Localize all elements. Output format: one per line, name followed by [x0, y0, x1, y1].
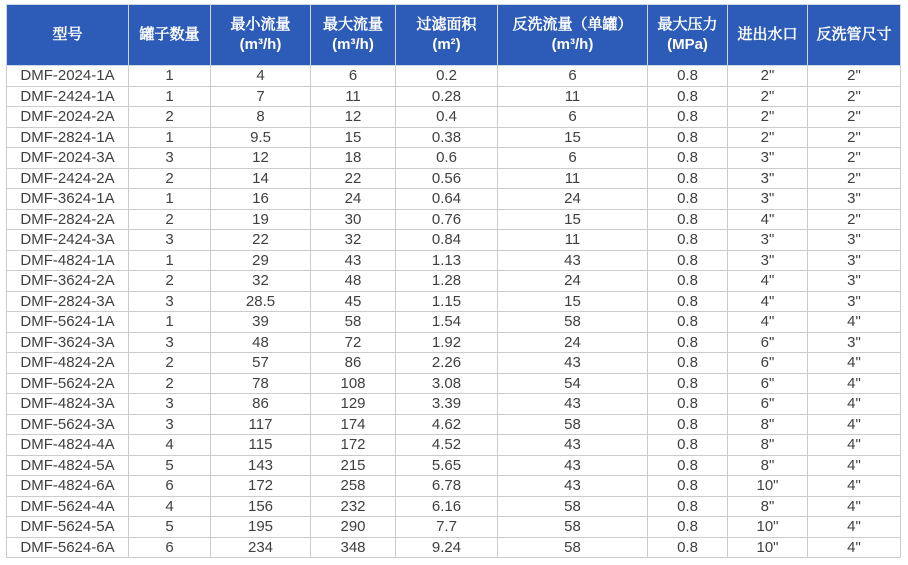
cell-tank-count: 3: [129, 148, 211, 169]
cell-backwash-pipe-size: 4": [808, 435, 901, 456]
cell-min-flow: 195: [211, 517, 311, 538]
cell-max-flow: 6: [311, 66, 396, 87]
cell-backwash-pipe-size: 4": [808, 353, 901, 374]
cell-filter-area: 1.15: [396, 291, 498, 312]
cell-filter-area: 3.08: [396, 373, 498, 394]
cell-filter-area: 6.16: [396, 496, 498, 517]
cell-filter-area: 1.13: [396, 250, 498, 271]
table-row: [7, 66, 901, 87]
cell-backwash-pipe-size: 4": [808, 373, 901, 394]
col-header-max-pressure: [648, 5, 728, 66]
cell-backwash-pipe-size: 2": [808, 148, 901, 169]
cell-backwash-flow: 58: [498, 496, 648, 517]
cell-model: DMF-5624-3A: [7, 414, 129, 435]
cell-backwash-pipe-size: 3": [808, 291, 901, 312]
cell-max-flow: 48: [311, 271, 396, 292]
cell-tank-count: 2: [129, 373, 211, 394]
cell-filter-area: 4.52: [396, 435, 498, 456]
table-row: [7, 148, 901, 169]
cell-tank-count: 5: [129, 455, 211, 476]
cell-max-flow: 24: [311, 189, 396, 210]
table-row: [7, 107, 901, 128]
cell-min-flow: 156: [211, 496, 311, 517]
table-row: [7, 209, 901, 230]
cell-backwash-flow: 24: [498, 332, 648, 353]
cell-backwash-pipe-size: 3": [808, 332, 901, 353]
cell-tank-count: 3: [129, 414, 211, 435]
cell-inlet-outlet: 4": [728, 291, 808, 312]
cell-max-pressure: 0.8: [648, 496, 728, 517]
cell-max-flow: 18: [311, 148, 396, 169]
filter-spec-table: [6, 4, 901, 558]
cell-max-pressure: 0.8: [648, 455, 728, 476]
cell-filter-area: 0.28: [396, 86, 498, 107]
table-row: [7, 189, 901, 210]
col-title: 进出水口: [737, 26, 798, 43]
cell-filter-area: 6.78: [396, 476, 498, 497]
cell-max-flow: 15: [311, 127, 396, 148]
cell-model: DMF-2024-1A: [7, 66, 129, 87]
table-header: [7, 5, 901, 66]
cell-inlet-outlet: 2": [728, 127, 808, 148]
col-header-min-flow: [211, 5, 311, 66]
cell-inlet-outlet: 6": [728, 332, 808, 353]
cell-tank-count: 1: [129, 86, 211, 107]
cell-min-flow: 28.5: [211, 291, 311, 312]
cell-min-flow: 14: [211, 168, 311, 189]
cell-filter-area: 0.4: [396, 107, 498, 128]
cell-inlet-outlet: 10": [728, 537, 808, 558]
cell-inlet-outlet: 8": [728, 496, 808, 517]
cell-backwash-pipe-size: 4": [808, 517, 901, 538]
cell-min-flow: 16: [211, 189, 311, 210]
cell-filter-area: 0.64: [396, 189, 498, 210]
col-header-filter-area: [396, 5, 498, 66]
cell-backwash-flow: 11: [498, 168, 648, 189]
table-row: [7, 230, 901, 251]
cell-filter-area: 0.76: [396, 209, 498, 230]
cell-model: DMF-5624-4A: [7, 496, 129, 517]
col-header-model: [7, 5, 129, 66]
cell-inlet-outlet: 8": [728, 455, 808, 476]
cell-backwash-pipe-size: 3": [808, 250, 901, 271]
cell-max-pressure: 0.8: [648, 127, 728, 148]
cell-min-flow: 234: [211, 537, 311, 558]
cell-tank-count: 3: [129, 394, 211, 415]
cell-filter-area: 5.65: [396, 455, 498, 476]
table-row: [7, 476, 901, 497]
table-row: [7, 373, 901, 394]
cell-max-flow: 32: [311, 230, 396, 251]
cell-model: DMF-2424-2A: [7, 168, 129, 189]
cell-max-flow: 58: [311, 312, 396, 333]
cell-tank-count: 5: [129, 517, 211, 538]
cell-max-pressure: 0.8: [648, 373, 728, 394]
cell-max-pressure: 0.8: [648, 476, 728, 497]
cell-backwash-pipe-size: 2": [808, 168, 901, 189]
cell-inlet-outlet: 2": [728, 86, 808, 107]
cell-tank-count: 1: [129, 250, 211, 271]
table-row: [7, 250, 901, 271]
cell-max-pressure: 0.8: [648, 209, 728, 230]
cell-inlet-outlet: 8": [728, 414, 808, 435]
cell-inlet-outlet: 3": [728, 250, 808, 271]
cell-inlet-outlet: 4": [728, 312, 808, 333]
cell-backwash-flow: 43: [498, 250, 648, 271]
cell-model: DMF-2024-3A: [7, 148, 129, 169]
table-row: [7, 168, 901, 189]
cell-model: DMF-2424-3A: [7, 230, 129, 251]
cell-min-flow: 39: [211, 312, 311, 333]
cell-inlet-outlet: 6": [728, 394, 808, 415]
cell-max-flow: 290: [311, 517, 396, 538]
cell-tank-count: 4: [129, 435, 211, 456]
cell-tank-count: 1: [129, 127, 211, 148]
table-row: [7, 127, 901, 148]
cell-max-pressure: 0.8: [648, 517, 728, 538]
cell-model: DMF-4824-2A: [7, 353, 129, 374]
cell-backwash-pipe-size: 3": [808, 189, 901, 210]
cell-max-pressure: 0.8: [648, 250, 728, 271]
cell-max-flow: 174: [311, 414, 396, 435]
table-row: [7, 312, 901, 333]
cell-min-flow: 57: [211, 353, 311, 374]
cell-min-flow: 115: [211, 435, 311, 456]
cell-min-flow: 117: [211, 414, 311, 435]
cell-max-pressure: 0.8: [648, 291, 728, 312]
cell-filter-area: 1.92: [396, 332, 498, 353]
cell-inlet-outlet: 4": [728, 271, 808, 292]
cell-model: DMF-5624-6A: [7, 537, 129, 558]
cell-min-flow: 7: [211, 86, 311, 107]
cell-model: DMF-2824-1A: [7, 127, 129, 148]
cell-model: DMF-3624-3A: [7, 332, 129, 353]
cell-backwash-pipe-size: 2": [808, 107, 901, 128]
cell-max-flow: 348: [311, 537, 396, 558]
cell-backwash-flow: 24: [498, 189, 648, 210]
table-row: [7, 332, 901, 353]
cell-min-flow: 86: [211, 394, 311, 415]
cell-backwash-pipe-size: 4": [808, 394, 901, 415]
cell-backwash-flow: 15: [498, 209, 648, 230]
col-title: 最小流量: [230, 16, 291, 33]
cell-backwash-pipe-size: 2": [808, 66, 901, 87]
col-unit: (MPa): [667, 36, 708, 53]
cell-backwash-flow: 43: [498, 455, 648, 476]
cell-inlet-outlet: 2": [728, 107, 808, 128]
cell-min-flow: 8: [211, 107, 311, 128]
cell-backwash-flow: 58: [498, 517, 648, 538]
cell-max-pressure: 0.8: [648, 230, 728, 251]
cell-model: DMF-2424-1A: [7, 86, 129, 107]
cell-inlet-outlet: 6": [728, 353, 808, 374]
table-row: [7, 291, 901, 312]
table-row: [7, 414, 901, 435]
cell-min-flow: 9.5: [211, 127, 311, 148]
cell-backwash-pipe-size: 3": [808, 230, 901, 251]
cell-backwash-flow: 6: [498, 107, 648, 128]
cell-backwash-flow: 58: [498, 312, 648, 333]
col-title: 过滤面积: [416, 16, 477, 33]
cell-backwash-pipe-size: 4": [808, 496, 901, 517]
cell-backwash-pipe-size: 4": [808, 455, 901, 476]
cell-tank-count: 6: [129, 476, 211, 497]
cell-tank-count: 4: [129, 496, 211, 517]
cell-tank-count: 2: [129, 209, 211, 230]
cell-model: DMF-4824-4A: [7, 435, 129, 456]
cell-max-flow: 86: [311, 353, 396, 374]
cell-backwash-pipe-size: 4": [808, 414, 901, 435]
cell-backwash-flow: 24: [498, 271, 648, 292]
cell-max-pressure: 0.8: [648, 189, 728, 210]
cell-backwash-pipe-size: 4": [808, 537, 901, 558]
cell-max-pressure: 0.8: [648, 312, 728, 333]
cell-filter-area: 2.26: [396, 353, 498, 374]
cell-min-flow: 172: [211, 476, 311, 497]
table-row: [7, 353, 901, 374]
cell-tank-count: 2: [129, 353, 211, 374]
cell-max-flow: 215: [311, 455, 396, 476]
cell-max-flow: 30: [311, 209, 396, 230]
cell-max-flow: 43: [311, 250, 396, 271]
col-header-backwash-flow: [498, 5, 648, 66]
cell-min-flow: 12: [211, 148, 311, 169]
cell-backwash-flow: 43: [498, 394, 648, 415]
cell-backwash-flow: 11: [498, 230, 648, 251]
cell-max-pressure: 0.8: [648, 353, 728, 374]
cell-backwash-flow: 15: [498, 291, 648, 312]
table-row: [7, 496, 901, 517]
cell-max-flow: 108: [311, 373, 396, 394]
col-title: 最大流量: [322, 16, 383, 33]
cell-backwash-pipe-size: 2": [808, 209, 901, 230]
cell-filter-area: 0.2: [396, 66, 498, 87]
cell-model: DMF-2024-2A: [7, 107, 129, 128]
cell-tank-count: 6: [129, 537, 211, 558]
cell-inlet-outlet: 3": [728, 230, 808, 251]
cell-backwash-flow: 6: [498, 148, 648, 169]
cell-max-flow: 172: [311, 435, 396, 456]
cell-max-flow: 72: [311, 332, 396, 353]
cell-model: DMF-2824-2A: [7, 209, 129, 230]
col-title: 反洗流量（单罐）: [512, 16, 633, 33]
table-row: [7, 517, 901, 538]
cell-max-pressure: 0.8: [648, 86, 728, 107]
cell-min-flow: 32: [211, 271, 311, 292]
col-header-max-flow: [311, 5, 396, 66]
cell-max-flow: 45: [311, 291, 396, 312]
col-unit: (m³/h): [551, 36, 594, 53]
cell-min-flow: 143: [211, 455, 311, 476]
col-unit: (m³/h): [239, 36, 282, 53]
cell-max-pressure: 0.8: [648, 435, 728, 456]
cell-min-flow: 78: [211, 373, 311, 394]
cell-tank-count: 3: [129, 332, 211, 353]
cell-min-flow: 29: [211, 250, 311, 271]
cell-max-pressure: 0.8: [648, 537, 728, 558]
cell-backwash-flow: 15: [498, 127, 648, 148]
cell-filter-area: 7.7: [396, 517, 498, 538]
col-title: 反洗管尺寸: [816, 26, 892, 43]
cell-filter-area: 4.62: [396, 414, 498, 435]
cell-model: DMF-5624-2A: [7, 373, 129, 394]
cell-model: DMF-5624-1A: [7, 312, 129, 333]
cell-inlet-outlet: 3": [728, 148, 808, 169]
cell-backwash-pipe-size: 4": [808, 312, 901, 333]
cell-filter-area: 1.54: [396, 312, 498, 333]
col-unit: (m³/h): [332, 36, 374, 53]
cell-max-flow: 129: [311, 394, 396, 415]
cell-min-flow: 4: [211, 66, 311, 87]
cell-max-flow: 12: [311, 107, 396, 128]
cell-max-flow: 258: [311, 476, 396, 497]
cell-max-pressure: 0.8: [648, 107, 728, 128]
col-title: 罐子数量: [139, 26, 200, 43]
cell-max-pressure: 0.8: [648, 414, 728, 435]
cell-tank-count: 3: [129, 230, 211, 251]
table-row: [7, 271, 901, 292]
cell-filter-area: 0.6: [396, 148, 498, 169]
cell-backwash-flow: 58: [498, 537, 648, 558]
cell-inlet-outlet: 3": [728, 189, 808, 210]
cell-backwash-flow: 43: [498, 435, 648, 456]
cell-backwash-pipe-size: 2": [808, 127, 901, 148]
cell-tank-count: 2: [129, 271, 211, 292]
header-row: [7, 5, 901, 66]
table-row: [7, 455, 901, 476]
cell-max-pressure: 0.8: [648, 148, 728, 169]
table-row: [7, 537, 901, 558]
cell-min-flow: 19: [211, 209, 311, 230]
cell-inlet-outlet: 2": [728, 66, 808, 87]
cell-tank-count: 1: [129, 66, 211, 87]
cell-max-flow: 22: [311, 168, 396, 189]
cell-backwash-pipe-size: 4": [808, 476, 901, 497]
col-title: 型号: [52, 26, 83, 43]
col-header-backwash-pipe-size: [808, 5, 901, 66]
cell-tank-count: 3: [129, 291, 211, 312]
cell-model: DMF-4824-3A: [7, 394, 129, 415]
cell-filter-area: 0.38: [396, 127, 498, 148]
cell-max-pressure: 0.8: [648, 168, 728, 189]
cell-max-flow: 232: [311, 496, 396, 517]
cell-inlet-outlet: 10": [728, 517, 808, 538]
cell-model: DMF-4824-5A: [7, 455, 129, 476]
cell-filter-area: 0.84: [396, 230, 498, 251]
cell-inlet-outlet: 6": [728, 373, 808, 394]
cell-model: DMF-3624-1A: [7, 189, 129, 210]
cell-inlet-outlet: 4": [728, 209, 808, 230]
cell-backwash-pipe-size: 3": [808, 271, 901, 292]
cell-backwash-flow: 58: [498, 414, 648, 435]
table-row: [7, 86, 901, 107]
cell-filter-area: 9.24: [396, 537, 498, 558]
cell-model: DMF-2824-3A: [7, 291, 129, 312]
cell-backwash-flow: 11: [498, 86, 648, 107]
cell-max-pressure: 0.8: [648, 271, 728, 292]
cell-backwash-flow: 43: [498, 353, 648, 374]
cell-model: DMF-3624-2A: [7, 271, 129, 292]
cell-filter-area: 1.28: [396, 271, 498, 292]
cell-inlet-outlet: 10": [728, 476, 808, 497]
col-title: 最大压力: [657, 16, 718, 33]
cell-max-flow: 11: [311, 86, 396, 107]
cell-tank-count: 2: [129, 107, 211, 128]
cell-max-pressure: 0.8: [648, 66, 728, 87]
cell-backwash-flow: 54: [498, 373, 648, 394]
cell-backwash-pipe-size: 2": [808, 86, 901, 107]
cell-filter-area: 3.39: [396, 394, 498, 415]
table-row: [7, 435, 901, 456]
table-body: [7, 66, 901, 558]
col-header-inlet-outlet: [728, 5, 808, 66]
cell-min-flow: 48: [211, 332, 311, 353]
cell-inlet-outlet: 8": [728, 435, 808, 456]
col-unit: (m²): [432, 36, 461, 53]
cell-backwash-flow: 43: [498, 476, 648, 497]
cell-model: DMF-5624-5A: [7, 517, 129, 538]
cell-backwash-flow: 6: [498, 66, 648, 87]
cell-min-flow: 22: [211, 230, 311, 251]
cell-tank-count: 2: [129, 168, 211, 189]
cell-tank-count: 1: [129, 189, 211, 210]
col-header-tank-count: [129, 5, 211, 66]
table-row: [7, 394, 901, 415]
cell-max-pressure: 0.8: [648, 332, 728, 353]
cell-filter-area: 0.56: [396, 168, 498, 189]
cell-model: DMF-4824-1A: [7, 250, 129, 271]
cell-tank-count: 1: [129, 312, 211, 333]
cell-max-pressure: 0.8: [648, 394, 728, 415]
cell-inlet-outlet: 3": [728, 168, 808, 189]
cell-model: DMF-4824-6A: [7, 476, 129, 497]
